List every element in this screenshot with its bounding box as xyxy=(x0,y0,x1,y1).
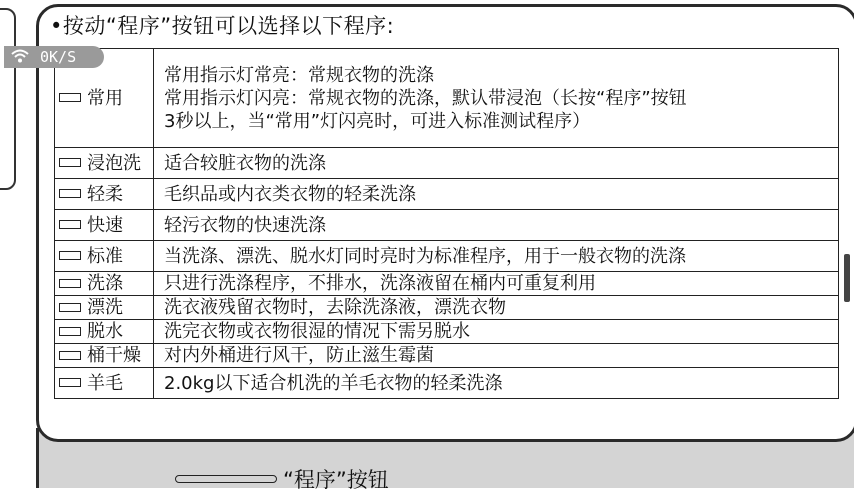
program-desc-line: 常用指示灯常亮：常规衣物的洗涤 xyxy=(164,64,434,86)
indicator-light-icon xyxy=(59,327,81,336)
program-name-cell xyxy=(55,241,154,272)
indicator-light-icon xyxy=(59,189,81,198)
program-desc-cell: 适合较脏衣物的洗涤 xyxy=(154,148,839,179)
program-name: 常用 xyxy=(87,87,123,109)
table-row xyxy=(55,272,839,296)
table-row xyxy=(55,320,839,344)
program-name: 浸泡洗 xyxy=(87,152,141,174)
program-name-cell xyxy=(55,210,154,241)
program-name: 标准 xyxy=(87,245,123,267)
program-desc-cell: 洗衣液残留衣物时，去除洗涤液，漂洗衣物 xyxy=(154,296,839,320)
program-desc-cell: 洗完衣物或衣物很湿的情况下需另脱水 xyxy=(154,320,839,344)
indicator-light-icon xyxy=(59,378,81,387)
program-name: 快速 xyxy=(87,214,123,236)
table-row xyxy=(55,296,839,320)
indicator-light-icon xyxy=(59,220,81,229)
program-desc-cell: 只进行洗涤程序，不排水，洗涤液留在桶内可重复利用 xyxy=(154,272,839,296)
program-desc-line: 常用指示灯闪亮：常规衣物的洗涤，默认带浸泡（长按“程序”按钮 xyxy=(164,87,687,109)
indicator-light-icon xyxy=(59,93,81,102)
table-row xyxy=(55,148,839,179)
network-rate: 0K/S xyxy=(40,48,77,66)
program-desc-cell: 当洗涤、漂洗、脱水灯同时亮时为标准程序，用于一般衣物的洗涤 xyxy=(154,241,839,272)
program-table xyxy=(54,48,839,399)
program-button-icon xyxy=(175,475,277,483)
table-row xyxy=(55,368,839,399)
page-heading: •按动“程序”按钮可以选择以下程序: xyxy=(50,14,395,38)
wifi-icon xyxy=(10,46,30,72)
program-name-cell xyxy=(55,368,154,399)
table-row xyxy=(55,241,839,272)
program-name-cell xyxy=(55,296,154,320)
program-desc-cell xyxy=(154,49,839,148)
program-name: 漂洗 xyxy=(87,297,123,318)
program-desc-cell: 2.0kg以下适合机洗的羊毛衣物的轻柔洗涤 xyxy=(154,368,839,399)
program-name-cell xyxy=(55,148,154,179)
indicator-light-icon xyxy=(59,279,81,288)
program-name: 脱水 xyxy=(87,321,123,342)
program-name-cell xyxy=(55,320,154,344)
program-desc-cell: 轻污衣物的快速洗涤 xyxy=(154,210,839,241)
program-name: 羊毛 xyxy=(87,372,123,394)
program-button-label: “程序”按钮 xyxy=(283,468,389,492)
scrollbar-thumb[interactable] xyxy=(844,254,850,302)
left-panel-frame xyxy=(0,8,16,190)
table-row xyxy=(55,179,839,210)
program-button-caption xyxy=(175,464,389,494)
table-row xyxy=(55,344,839,368)
indicator-light-icon xyxy=(59,251,81,260)
indicator-light-icon xyxy=(59,303,81,312)
program-name: 洗涤 xyxy=(87,273,123,294)
program-name-cell xyxy=(55,272,154,296)
table-row xyxy=(55,210,839,241)
program-name-cell xyxy=(55,179,154,210)
program-name: 桶干燥 xyxy=(87,345,141,366)
program-desc-line: 3秒以上，当“常用”灯闪亮时，可进入标准测试程序） xyxy=(164,110,591,132)
program-desc-cell: 毛织品或内衣类衣物的轻柔洗涤 xyxy=(154,179,839,210)
program-name: 轻柔 xyxy=(87,183,123,205)
table-row xyxy=(55,49,839,148)
indicator-light-icon xyxy=(59,351,81,360)
network-status-pill xyxy=(4,46,104,68)
program-desc-cell: 对内外桶进行风干，防止滋生霉菌 xyxy=(154,344,839,368)
indicator-light-icon xyxy=(59,158,81,167)
program-name-cell xyxy=(55,344,154,368)
